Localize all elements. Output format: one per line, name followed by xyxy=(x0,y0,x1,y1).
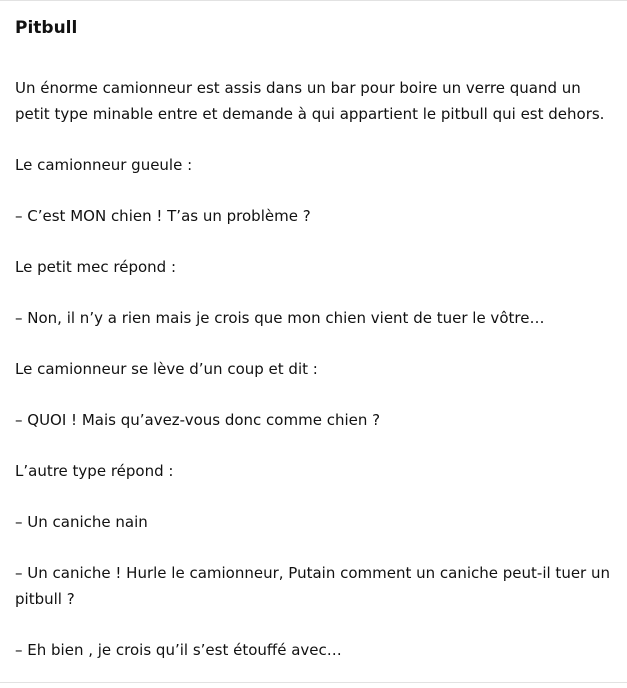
joke-paragraph-6: Le camionneur se lève d’un coup et dit : xyxy=(15,360,318,378)
joke-paragraph-5: – Non, il n’y a rien mais je crois que mon chien vient de tuer le vôtre… xyxy=(15,309,545,327)
joke-paragraph-7: – QUOI ! Mais qu’avez-vous donc comme chien ? xyxy=(15,411,381,429)
joke-body xyxy=(15,75,619,688)
joke-paragraph-9: – Un caniche nain xyxy=(15,513,148,531)
joke-title: Pitbull xyxy=(15,18,78,38)
joke-paragraph-3: – C’est MON chien ! T’as un problème ? xyxy=(15,207,311,225)
joke-paragraph-4: Le petit mec répond : xyxy=(15,258,177,276)
joke-paragraph-2: Le camionneur gueule : xyxy=(15,156,193,174)
joke-paragraph-8: L’autre type répond : xyxy=(15,462,174,480)
joke-paragraph-11: – Eh bien , je crois qu’il s’est étouffé avec… xyxy=(15,641,342,659)
joke-paragraph-10: – Un caniche ! Hurle le camionneur, Putain comment un caniche peut-il tuer un pitbull ? xyxy=(15,564,610,608)
joke-paragraph-1: Un énorme camionneur est assis dans un bar pour boire un verre quand un petit type minable entre et demande à qui appartient le pitbull qui est dehors. xyxy=(15,79,605,123)
